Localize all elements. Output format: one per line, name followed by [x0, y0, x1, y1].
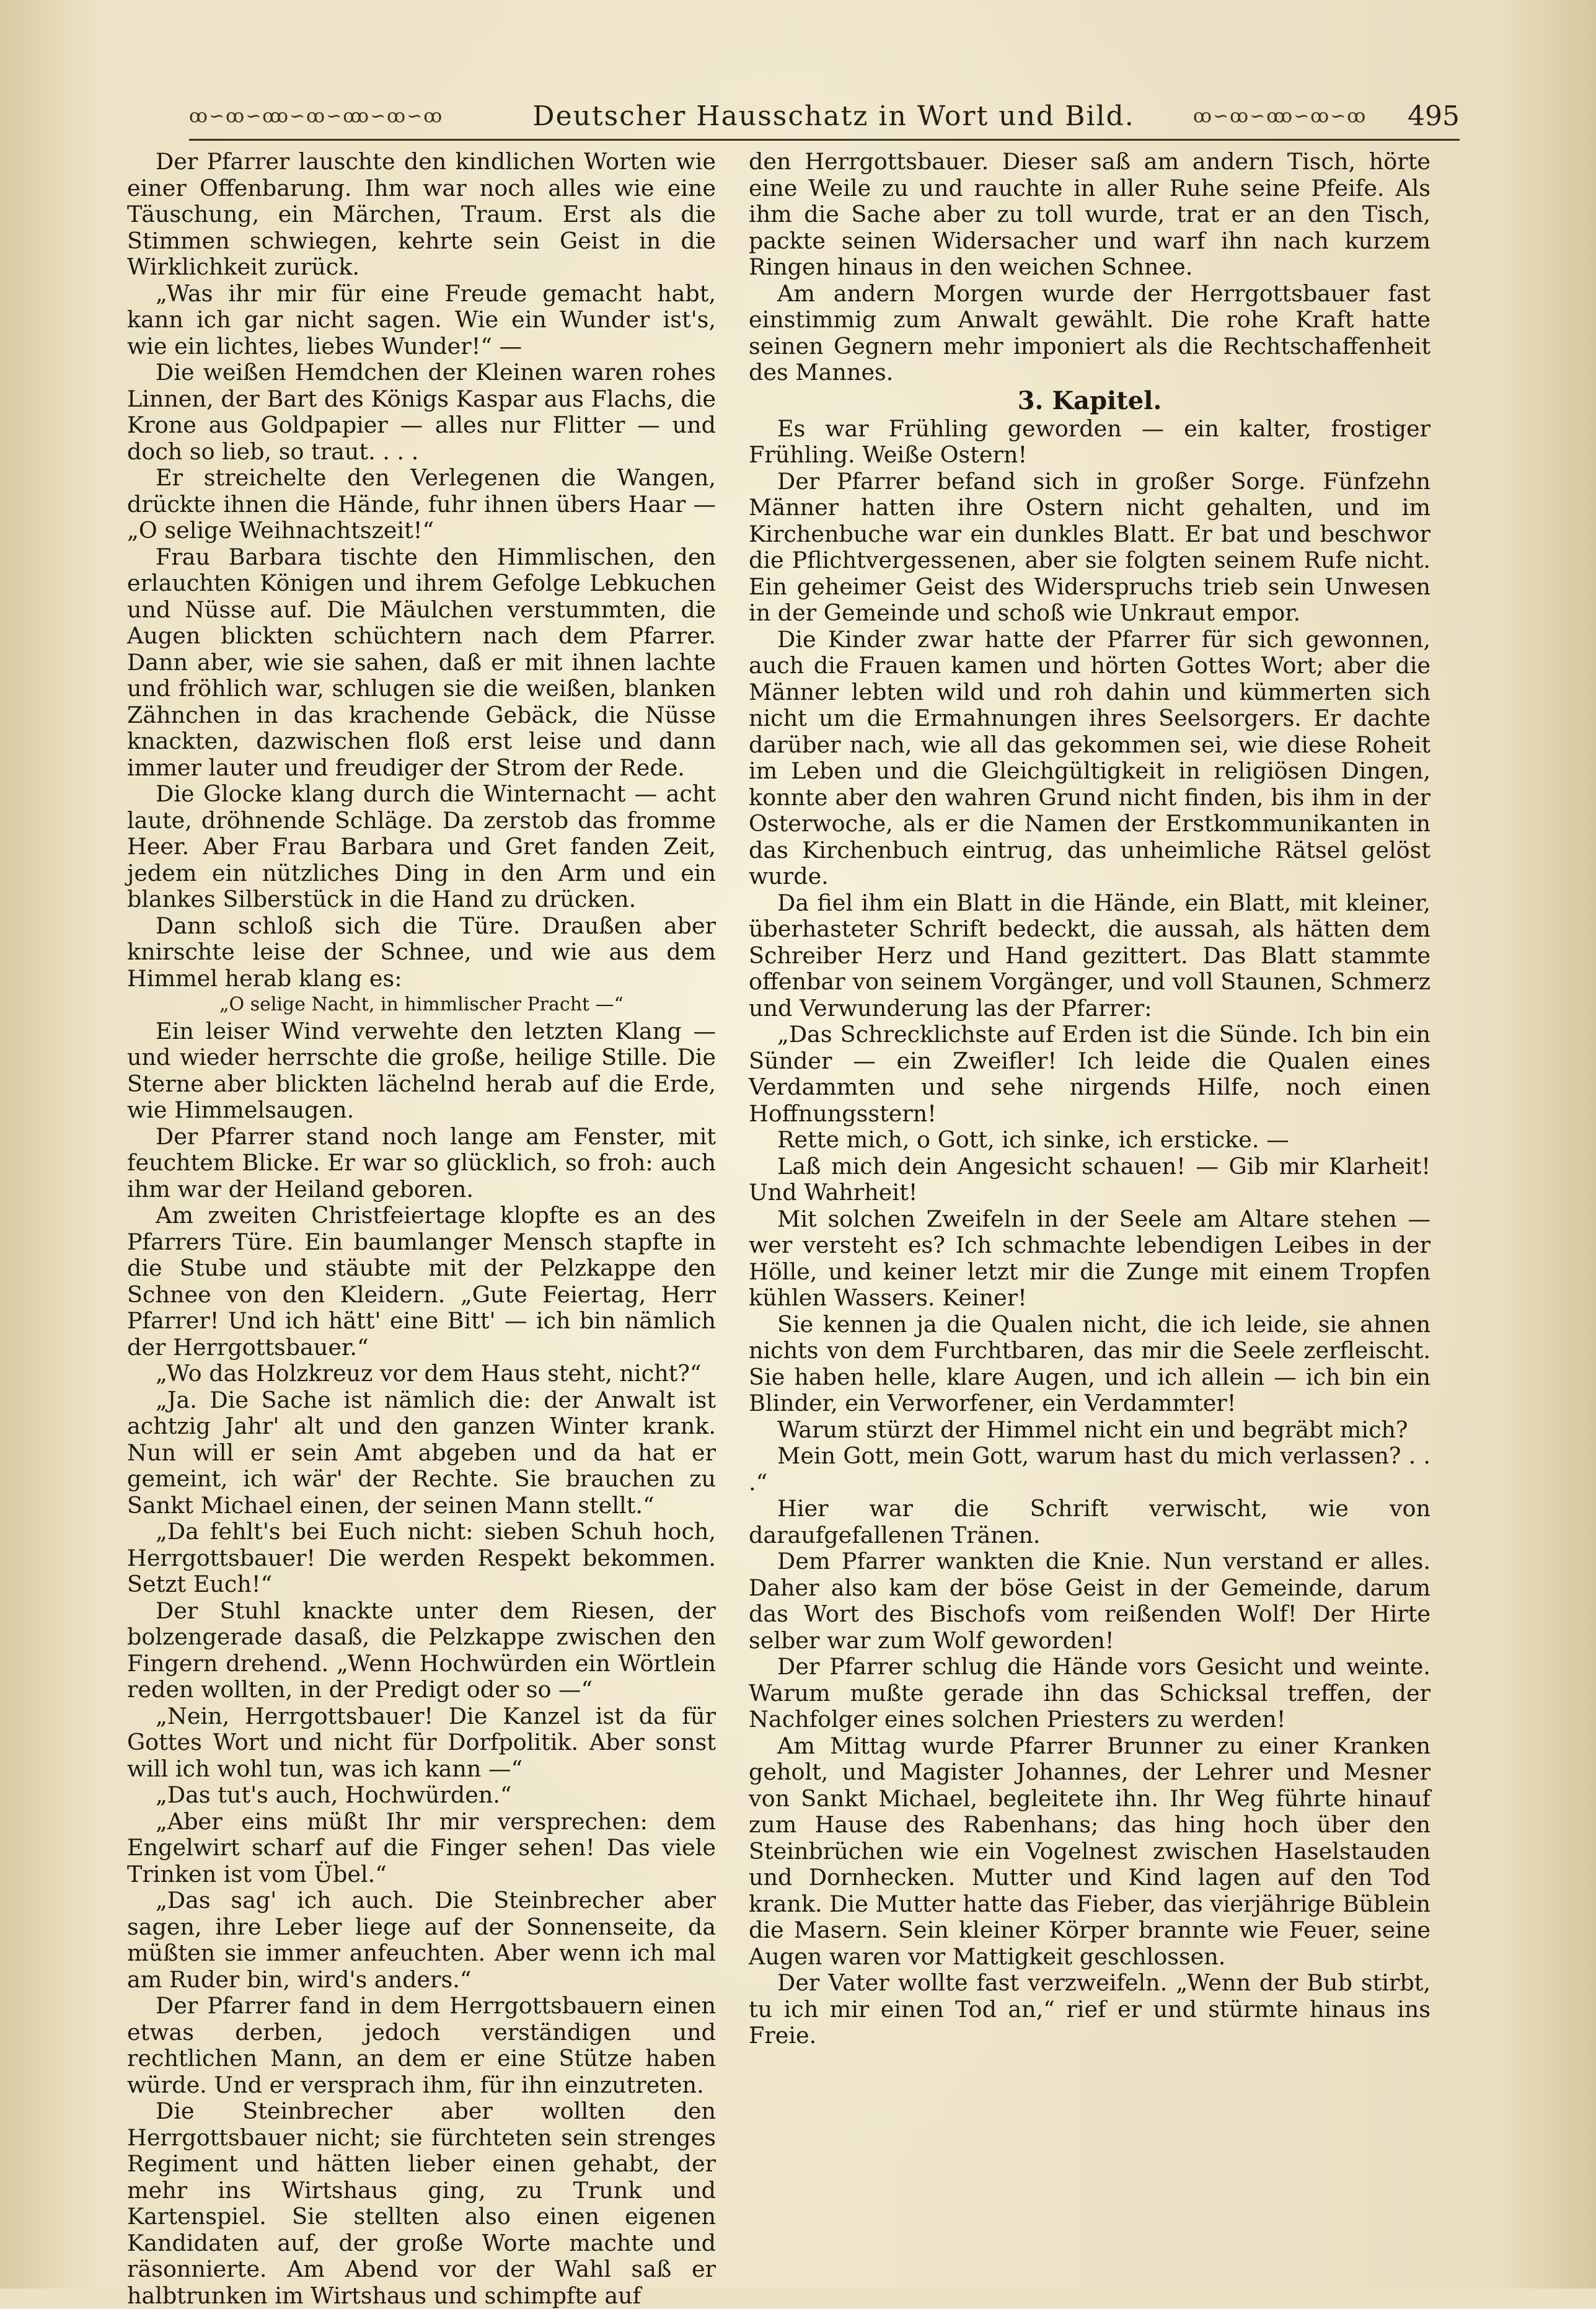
paragraph: Die weißen Hemdchen der Kleinen waren rohes Linnen, der Bart des Königs Kaspar aus Flachs, die Krone aus Goldpapier — alles nur Flitter — und doch so lieb, so traut. . . . — [127, 359, 716, 465]
paragraph: Dann schloß sich die Türe. Draußen aber knirschte leise der Schnee, und wie aus dem Himmel herab klang es: — [127, 912, 716, 992]
paragraph: Die Glocke klang durch die Winternacht — acht laute, dröhnende Schläge. Da zerstob das fromme Heer. Aber Frau Barbara und Gret fanden Zeit, jedem ein nützliches Ding in den Arm und ein blankes Silberstück in die Hand zu drücken. — [127, 780, 716, 912]
running-header — [189, 98, 1460, 135]
paragraph: Der Pfarrer befand sich in großer Sorge. Fünfzehn Männer hatten ihre Ostern nicht gehalten, und im Kirchenbuche war ein dunkles Blatt. Er bat und beschwor die Pflichtvergessenen, aber sie folgten seinem Rufe nicht. Ein geheimer Geist des Widerspruchs trieb sein Unwesen in der Gemeinde und schoß wie Unkraut empor. — [749, 467, 1431, 626]
paragraph: Der Vater wollte fast verzweifeln. „Wenn der Bub stirbt, tu ich mir einen Tod an,“ rief er und stürmte hinaus ins Freie. — [749, 1969, 1431, 2049]
paragraph: Die Kinder zwar hatte der Pfarrer für sich gewonnen, auch die Frauen kamen und hörten Gottes Wort; aber die Männer lebten wild und roh dahin und kümmerten sich nicht um die Ermahnungen ihres Seelsorgers. Er dachte darüber nach, wie all das gekommen sei, wie diese Roheit im Leben und die Gleichgültigkeit in religiösen Dingen, konnte aber den wahren Grund nicht finden, bis ihm in der Osterwoche, als er die Namen der Erstkommunikanten in das Kirchenbuch eintrug, das unheimliche Rätsel gelöst wurde. — [749, 625, 1431, 890]
song-verse: „O selige Nacht, in himmlischer Pracht —“ — [219, 994, 624, 1015]
paragraph: „Nein, Herrgottsbauer! Die Kanzel ist da für Gottes Wort und nicht für Dorfpolitik. Aber sonst will ich wohl tun, was ich kann —“ — [127, 1702, 716, 1782]
ornament-icon: ꝏ∽ꝏ∽ꝏ — [270, 105, 363, 127]
paragraph: Er streichelte den Verlegenen die Wangen, drückte ihnen die Hände, fuhr ihnen übers Haar — „O selige Weihnachtszeit!“ — [127, 464, 716, 544]
page-number: 495 — [1408, 100, 1460, 132]
paragraph: „Aber eins müßt Ihr mir versprechen: dem Engelwirt scharf auf die Finger sehen! Das viele Trinken ist vom Übel.“ — [127, 1808, 716, 1887]
paragraph: Dem Pfarrer wankten die Knie. Nun verstand er alles. Daher also kam der böse Geist in der Gemeinde, darum das Wort des Bischofs vom reißenden Wolf! Der Hirte selber war zum Wolf geworden! — [749, 1548, 1431, 1654]
paragraph: Mein Gott, mein Gott, warum hast du mich verlassen? . . .“ — [749, 1442, 1431, 1496]
ornament-icon: ꝏ∽ꝏ∽ꝏ — [1274, 105, 1367, 127]
paragraph: Sie kennen ja die Qualen nicht, die ich leide, sie ahnen nichts von dem Furchtbaren, das mir die Seele zerfleischt. Sie haben helle, klare Augen, und ich allein — ich bin ein Blinder, ein Verworfener, ein Verdammter! — [749, 1310, 1431, 1416]
paragraph: Am Mittag wurde Pfarrer Brunner zu einer Kranken geholt, und Magister Johannes, der Lehrer und Mesner von Sankt Michael, begleitete ihn. Ihr Weg führte hinauf zum Hause des Rabenhans; das hing hoch über den Steinbrüchen wie ein Vogelnest zwischen Haselstauden und Dornhecken. Mutter und Kind lagen auf den Tod krank. Die Mutter hatte das Fieber, das vierjährige Büblein die Masern. Sein kleiner Körper brannte wie Feuer, seine Augen waren vor Mattigkeit geschlossen. — [749, 1732, 1431, 1970]
running-title: Deutscher Hausschatz in Wort und Bild. — [532, 100, 1135, 132]
paragraph: Warum stürzt der Himmel nicht ein und begräbt mich? — [777, 1416, 1408, 1443]
paragraph: „Was ihr mir für eine Freude gemacht habt, kann ich gar nicht sagen. Wie ein Wunder ist's, wie ein lichtes, liebes Wunder!“ — — [127, 280, 716, 360]
paragraph: Der Pfarrer fand in dem Herrgottsbauern einen etwas derben, jedoch verständigen und rechtlichen Mann, an dem er eine Stütze haben würde. Und er versprach ihm, für ihn einzutreten. — [127, 1992, 716, 2098]
ornament-icon: ꝏ∽ꝏ∽ꝏ — [1193, 105, 1287, 127]
paragraph: Der Pfarrer schlug die Hände vors Gesicht und weinte. Warum mußte gerade ihn das Schicksal treffen, der Nachfolger eines solchen Priesters zu werden! — [749, 1653, 1431, 1733]
paragraph: „Wo das Holzkreuz vor dem Haus steht, nicht?“ — [156, 1360, 702, 1387]
paragraph: „Ja. Die Sache ist nämlich die: der Anwalt ist achtzig Jahr' alt und den ganzen Winter krank. Nun will er sein Amt abgeben und da hat er gemeint, ich wär' der Rechte. Sie brauchen zu Sankt Michael einen, der seinen Mann stellt.“ — [127, 1386, 716, 1519]
left-column — [127, 148, 716, 2309]
paragraph: Frau Barbara tischte den Himmlischen, den erlauchten Königen und ihrem Gefolge Lebkuchen und Nüsse auf. Die Mäulchen verstummten, die Augen blickten schüchtern nach dem Pfarrer. Dann aber, wie sie sahen, daß er mit ihnen lachte und fröhlich war, schlugen sie die weißen, blanken Zähnchen in das krachende Gebäck, die Nüsse knackten, dazwischen floß erst leise und dann immer lauter und freudiger der Strom der Rede. — [127, 543, 716, 781]
paragraph: Ein leiser Wind verwehte den letzten Klang — und wieder herrschte die große, heilige Stille. Die Sterne aber blickten lächelnd herab auf die Erde, wie Himmelsaugen. — [127, 1017, 716, 1123]
paragraph: Am andern Morgen wurde der Herrgottsbauer fast einstimmig zum Anwalt gewählt. Die rohe Kraft hatte seinen Gegnern mehr imponiert als die Rechtschaffenheit des Mannes. — [749, 280, 1431, 386]
paragraph: Hier war die Schrift verwischt, wie von daraufgefallenen Tränen. — [749, 1495, 1431, 1548]
paragraph: Der Pfarrer lauschte den kindlichen Worten wie einer Offenbarung. Ihm war noch alles wie eine Täuschung, ein Märchen, Traum. Erst als die Stimmen schwiegen, kehrte sein Geist in die Wirklichkeit zurück. — [127, 148, 716, 280]
paragraph: Laß mich dein Angesicht schauen! — Gib mir Klarheit! Und Wahrheit! — [749, 1152, 1431, 1206]
paragraph: Da fiel ihm ein Blatt in die Hände, ein Blatt, mit kleiner, überhasteter Schrift bedeckt, die aussah, als hätten dem Schreiber Herz und Hand gezittert. Das Blatt stammte offenbar von seinem Vorgänger, und voll Staunen, Schmerz und Verwunderung las der Pfarrer: — [749, 889, 1431, 1022]
paragraph: Am zweiten Christfeiertage klopfte es an des Pfarrers Türe. Ein baumlanger Mensch stapfte in die Stube und stäubte mit der Pelzkappe den Schnee von den Kleidern. „Gute Feiertag, Herr Pfarrer! Und ich hätt' eine Bitt' — ich bin nämlich der Herrgottsbauer.“ — [127, 1202, 716, 1361]
paragraph: „Das tut's auch, Hochwürden.“ — [156, 1781, 512, 1808]
chapter-heading: 3. Kapitel. — [1017, 386, 1162, 415]
right-column — [749, 149, 1431, 2145]
header-rule — [189, 139, 1460, 141]
ornament-icon: ꝏ∽ꝏ∽ꝏ — [189, 105, 283, 127]
paragraph: Es war Frühling geworden — ein kalter, frostiger Frühling. Weiße Ostern! — [749, 415, 1431, 468]
paragraph: Mit solchen Zweifeln in der Seele am Altare stehen — wer versteht es? Ich schmachte lebendigen Leibes in der Hölle, und keiner letzt mir die Zunge mit einem Tropfen kühlen Wassers. Keiner! — [749, 1205, 1431, 1311]
paragraph: „Da fehlt's bei Euch nicht: sieben Schuh hoch, Herrgottsbauer! Die werden Respekt bekommen. Setzt Euch!“ — [127, 1518, 716, 1597]
paragraph: Die Steinbrecher aber wollten den Herrgottsbauer nicht; sie fürchteten sein strenges Regiment und hätten lieber einen gehabt, der mehr ins Wirtshaus ging, zu Trunk und Kartenspiel. Sie stellten also einen eigenen Kandidaten auf, der große Worte machte und räsonnierte. Am Abend vor der Wahl saß er halbtrunken im Wirtshaus und schimpfte auf — [127, 2098, 716, 2309]
ornament-icon: ꝏ∽ꝏ∽ꝏ — [350, 105, 444, 127]
paragraph: Der Stuhl knackte unter dem Riesen, der bolzengerade dasaß, die Pelzkappe zwischen den Fingern drehend. „Wenn Hochwürden ein Wörtlein reden wollten, in der Predigt oder so —“ — [127, 1597, 716, 1703]
paragraph: „Das Schrecklichste auf Erden ist die Sünde. Ich bin ein Sünder — ein Zweifler! Ich leide die Qualen eines Verdammten und sehe nirgends Hilfe, noch einen Hoffnungsstern! — [749, 1021, 1431, 1127]
paragraph: den Herrgottsbauer. Dieser saß am andern Tisch, hörte eine Weile zu und rauchte in aller Ruhe seine Pfeife. Als ihm die Sache aber zu toll wurde, trat er an den Tisch, packte seinen Widersacher und warf ihn nach kurzem Ringen hinaus in den weichen Schnee. — [749, 148, 1431, 280]
paragraph: „Das sag' ich auch. Die Steinbrecher aber sagen, ihre Leber liege auf der Sonnenseite, da müßten sie immer anfeuchten. Aber wenn ich mal am Ruder bin, wird's anders.“ — [127, 1887, 716, 1993]
paragraph: Der Pfarrer stand noch lange am Fenster, mit feuchtem Blicke. Er war so glücklich, so froh: auch ihm war der Heiland geboren. — [127, 1123, 716, 1203]
paragraph: Rette mich, o Gott, ich sinke, ich ersticke. — — [777, 1126, 1289, 1153]
